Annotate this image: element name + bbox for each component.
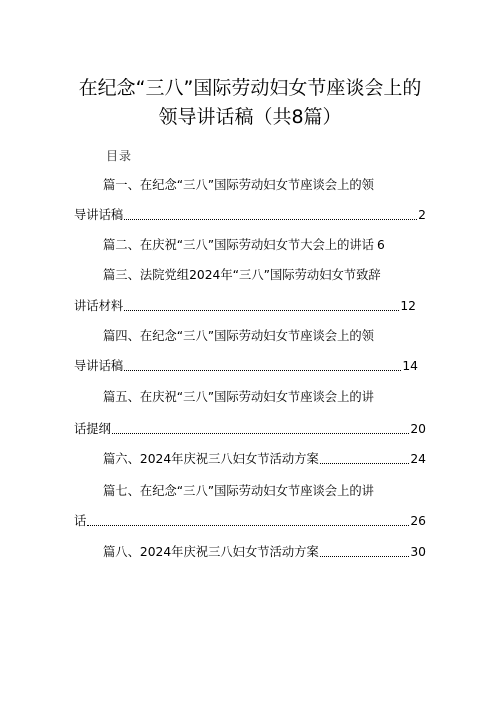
toc-entry-2[interactable] <box>103 236 426 254</box>
toc-entry-1-line-2[interactable] <box>74 206 426 224</box>
toc-entry-6-title: 篇六、2024年庆祝三八妇女节活动方案 <box>103 452 319 466</box>
dot-leader <box>124 309 399 311</box>
dot-leader <box>320 462 410 464</box>
document-title-line-1: 在纪念“三八”国际劳动妇女节座谈会上的 <box>78 77 422 99</box>
toc-entry-4-line-2[interactable] <box>74 357 418 375</box>
toc-entry-4-line-1[interactable]: 篇四、在纪念“三八”国际劳动妇女节座谈会上的领 <box>103 329 374 343</box>
dot-leader <box>320 555 410 557</box>
toc-entry-3-line-1[interactable]: 篇三、法院党组2024年“三八”国际劳动妇女节致辞 <box>103 268 381 282</box>
dot-leader <box>87 524 409 526</box>
toc-entry-7-page: 26 <box>410 514 426 528</box>
toc-entry-5-line-2[interactable] <box>74 420 426 438</box>
toc-entry-5-continuation: 话提纲 <box>74 422 111 436</box>
toc-entry-8[interactable] <box>103 543 426 561</box>
document-title-line-2: 领导讲话稿（共8篇） <box>158 106 342 128</box>
dot-leader <box>124 218 417 220</box>
toc-entry-1-continuation: 导讲话稿 <box>74 208 124 222</box>
toc-entry-2-title: 篇二、在庆祝“三八”国际劳动妇女节大会上的讲话 <box>103 238 374 252</box>
toc-entry-3-page: 12 <box>400 299 416 313</box>
toc-entry-3-line-2[interactable] <box>74 297 416 315</box>
toc-entry-7-line-1[interactable]: 篇七、在纪念“三八”国际劳动妇女节座谈会上的讲 <box>103 484 374 498</box>
toc-entry-2-page: 6 <box>376 238 385 252</box>
toc-entry-3-continuation: 讲话材料 <box>74 299 124 313</box>
toc-heading: 目录 <box>106 149 133 163</box>
toc-entry-8-page: 30 <box>410 545 426 559</box>
toc-entry-5-page: 20 <box>410 422 426 436</box>
toc-entry-1-page: 2 <box>418 208 426 222</box>
toc-entry-4-page: 14 <box>402 359 418 373</box>
dot-leader <box>124 369 401 371</box>
toc-entry-7-line-2[interactable] <box>74 512 426 530</box>
toc-entry-1-line-1[interactable]: 篇一、在纪念“三八”国际劳动妇女节座谈会上的领 <box>103 178 374 192</box>
toc-entry-5-line-1[interactable]: 篇五、在庆祝“三八”国际劳动妇女节座谈会上的讲 <box>103 390 374 404</box>
toc-entry-6-page: 24 <box>410 452 426 466</box>
toc-entry-4-continuation: 导讲话稿 <box>74 359 124 373</box>
toc-entry-8-title: 篇八、2024年庆祝三八妇女节活动方案 <box>103 545 319 559</box>
toc-entry-7-continuation: 话 <box>74 514 87 528</box>
toc-entry-6[interactable] <box>103 450 426 468</box>
dot-leader <box>112 432 409 434</box>
